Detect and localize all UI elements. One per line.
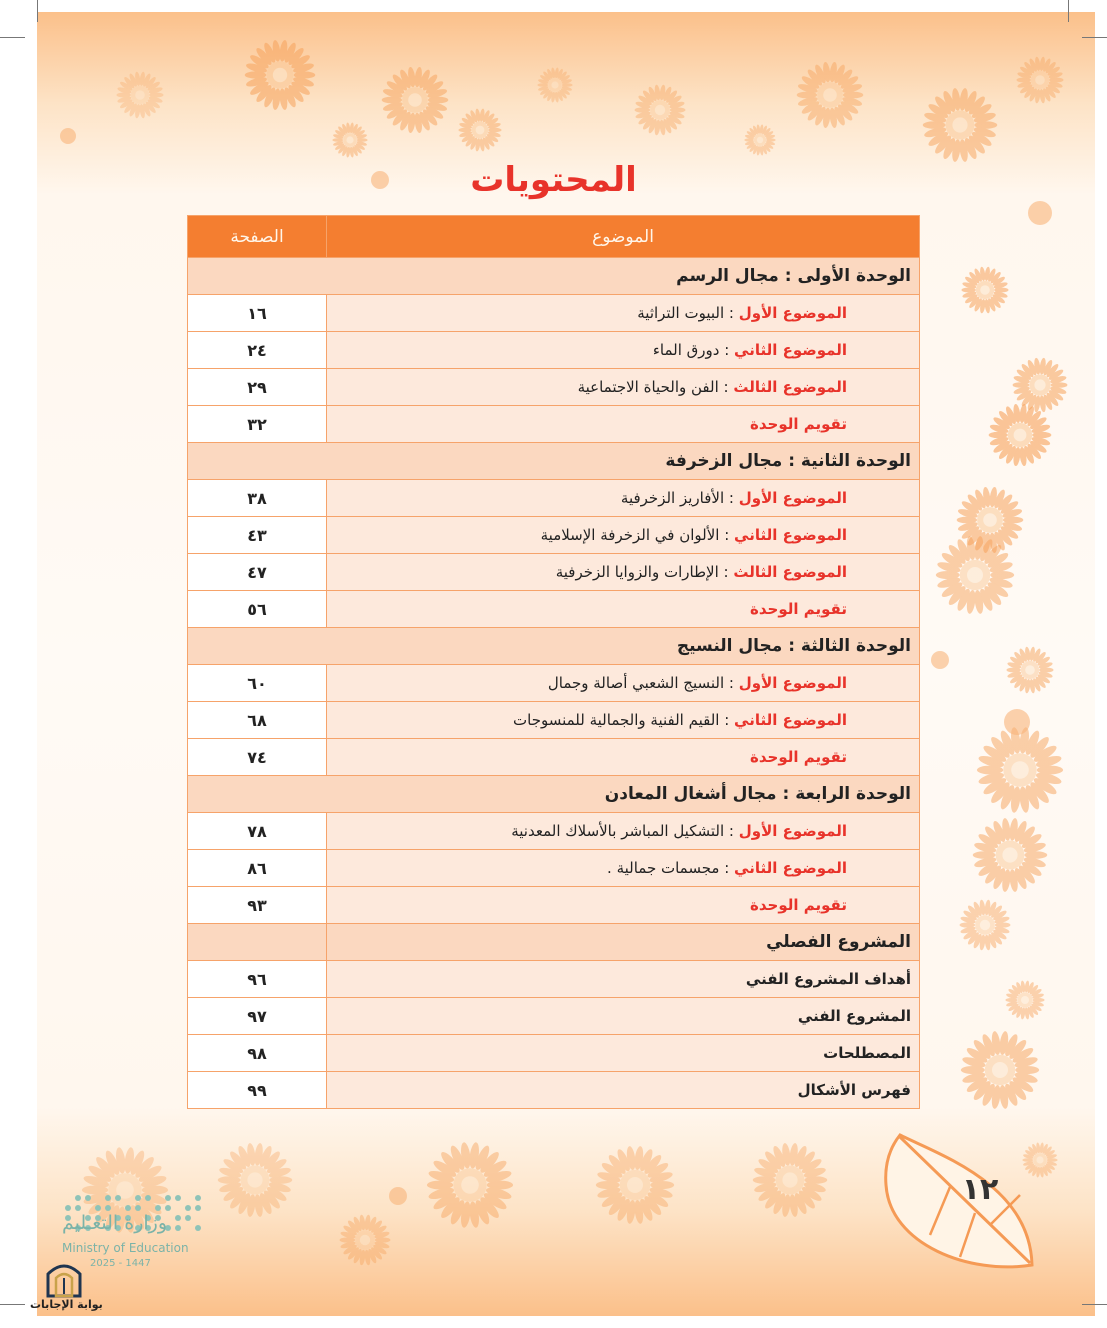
- topic-label: الموضوع الأول: [738, 304, 847, 322]
- topic-separator: :: [718, 563, 734, 581]
- crop-mark: [0, 1304, 25, 1305]
- page-number-cell: ٩٨: [188, 1035, 327, 1072]
- page-number-cell: ٤٣: [188, 517, 327, 554]
- crop-mark: [1082, 37, 1107, 38]
- page-number-cell: ٣٨: [188, 480, 327, 517]
- topic-cell: [327, 887, 920, 924]
- table-body: [188, 258, 920, 1109]
- topic-cell: [327, 517, 920, 554]
- topic-cell: [327, 739, 920, 776]
- page-number-cell: ٣٢: [188, 406, 327, 443]
- page-number-cell: ٦٠: [188, 665, 327, 702]
- crop-mark: [0, 37, 25, 38]
- project-page-cell: [188, 924, 327, 961]
- toc-row: [188, 961, 920, 998]
- toc-row: [188, 850, 920, 887]
- topic-label: الموضوع الأول: [738, 822, 847, 840]
- toc-row: [188, 1035, 920, 1072]
- topic-separator: :: [724, 674, 739, 692]
- topic-separator: :: [719, 711, 735, 729]
- topic-text: أهداف المشروع الفني: [327, 961, 920, 998]
- toc-row: [188, 813, 920, 850]
- header-page: الصفحة: [188, 216, 327, 258]
- topic-label: تقويم الوحدة: [750, 896, 847, 914]
- toc-row: [188, 517, 920, 554]
- page-number-cell: ١٦: [188, 295, 327, 332]
- topic-text: الإطارات والزوايا الزخرفية: [555, 563, 719, 581]
- topic-separator: :: [719, 859, 735, 877]
- topic-label: الموضوع الثاني: [734, 711, 847, 729]
- page-number-cell: ٧٨: [188, 813, 327, 850]
- topic-text: النسيج الشعبي أصالة وجمال: [547, 674, 725, 692]
- toc-row: [188, 1072, 920, 1109]
- crop-mark: [37, 0, 38, 22]
- unit-row: [188, 776, 920, 813]
- page-number-cell: ٩٧: [188, 998, 327, 1035]
- topic-cell: [327, 850, 920, 887]
- portal-logo-icon: [44, 1258, 84, 1298]
- topic-text: دورق الماء: [652, 341, 720, 359]
- topic-label: تقويم الوحدة: [750, 600, 847, 618]
- unit-title: الوحدة الأولى : مجال الرسم: [188, 258, 920, 295]
- topic-cell: [327, 406, 920, 443]
- toc-row: [188, 406, 920, 443]
- toc-row: [188, 295, 920, 332]
- topic-label: الموضوع الثاني: [734, 859, 847, 877]
- unit-row: [188, 258, 920, 295]
- toc-row: [188, 332, 920, 369]
- unit-row: [188, 443, 920, 480]
- topic-separator: :: [718, 378, 734, 396]
- portal-watermark: بوابة الإجابات: [30, 1298, 103, 1311]
- crop-mark: [1082, 1304, 1107, 1305]
- topic-cell: [327, 295, 920, 332]
- topic-text: القيم الفنية والجمالية للمنسوجات: [513, 711, 720, 729]
- crop-mark: [1068, 0, 1069, 22]
- topic-cell: [327, 369, 920, 406]
- topic-cell: [327, 813, 920, 850]
- topic-label: الموضوع الثالث: [733, 378, 847, 396]
- page-title: المحتويات: [470, 160, 637, 200]
- header-topic: الموضوع: [327, 216, 920, 258]
- page-number: ١٢: [961, 1172, 999, 1207]
- topic-text: مجسمات جمالية .: [607, 859, 720, 877]
- topic-separator: :: [724, 304, 739, 322]
- page-number-cell: ٩٣: [188, 887, 327, 924]
- topic-separator: :: [724, 489, 739, 507]
- page-number-cell: ٧٤: [188, 739, 327, 776]
- topic-label: الموضوع الثالث: [733, 563, 847, 581]
- page-number-cell: ٩٩: [188, 1072, 327, 1109]
- ministry-name-arabic: وزارة التعـليم: [62, 1212, 168, 1234]
- unit-title: الوحدة الرابعة : مجال أشغال المعادن: [188, 776, 920, 813]
- table-header: [188, 216, 920, 258]
- contents-table: [187, 215, 920, 1109]
- topic-cell: [327, 665, 920, 702]
- topic-label: الموضوع الثاني: [734, 526, 847, 544]
- project-title: المشروع الفصلي: [327, 924, 920, 961]
- topic-text: البيوت التراثية: [637, 304, 725, 322]
- unit-title: الوحدة الثانية : مجال الزخرفة: [188, 443, 920, 480]
- topic-separator: :: [719, 526, 735, 544]
- topic-text: التشكيل المباشر بالأسلاك المعدنية: [511, 822, 725, 840]
- topic-label: الموضوع الأول: [738, 489, 847, 507]
- page-number-cell: ٢٤: [188, 332, 327, 369]
- toc-row: [188, 998, 920, 1035]
- project-row: [188, 924, 920, 961]
- topic-label: الموضوع الأول: [738, 674, 847, 692]
- topic-cell: [327, 702, 920, 739]
- ministry-years: 2025 - 1447: [90, 1258, 151, 1269]
- topic-cell: [327, 332, 920, 369]
- topic-text: المصطلحات: [327, 1035, 920, 1072]
- toc-row: [188, 739, 920, 776]
- page-number-cell: ٥٦: [188, 591, 327, 628]
- topic-separator: :: [719, 341, 735, 359]
- page-number-cell: ٩٦: [188, 961, 327, 998]
- ministry-name-english: Ministry of Education: [62, 1241, 189, 1255]
- topic-text: الفن والحياة الاجتماعية: [577, 378, 719, 396]
- topic-label: الموضوع الثاني: [734, 341, 847, 359]
- toc-row: [188, 702, 920, 739]
- toc-row: [188, 591, 920, 628]
- topic-cell: [327, 554, 920, 591]
- toc-row: [188, 665, 920, 702]
- page-number-cell: ٢٩: [188, 369, 327, 406]
- topic-text: الأفاريز الزخرفية: [620, 489, 725, 507]
- topic-label: تقويم الوحدة: [750, 748, 847, 766]
- topic-text: فهرس الأشكال: [327, 1072, 920, 1109]
- page-number-cell: ٨٦: [188, 850, 327, 887]
- toc-row: [188, 480, 920, 517]
- topic-separator: :: [724, 822, 739, 840]
- unit-row: [188, 628, 920, 665]
- topic-cell: [327, 591, 920, 628]
- toc-row: [188, 554, 920, 591]
- toc-row: [188, 369, 920, 406]
- topic-text: المشروع الفني: [327, 998, 920, 1035]
- topic-label: تقويم الوحدة: [750, 415, 847, 433]
- toc-row: [188, 887, 920, 924]
- unit-title: الوحدة الثالثة : مجال النسيج: [188, 628, 920, 665]
- topic-cell: [327, 480, 920, 517]
- topic-text: الألوان في الزخرفة الإسلامية: [540, 526, 720, 544]
- page-number-cell: ٤٧: [188, 554, 327, 591]
- page-number-cell: ٦٨: [188, 702, 327, 739]
